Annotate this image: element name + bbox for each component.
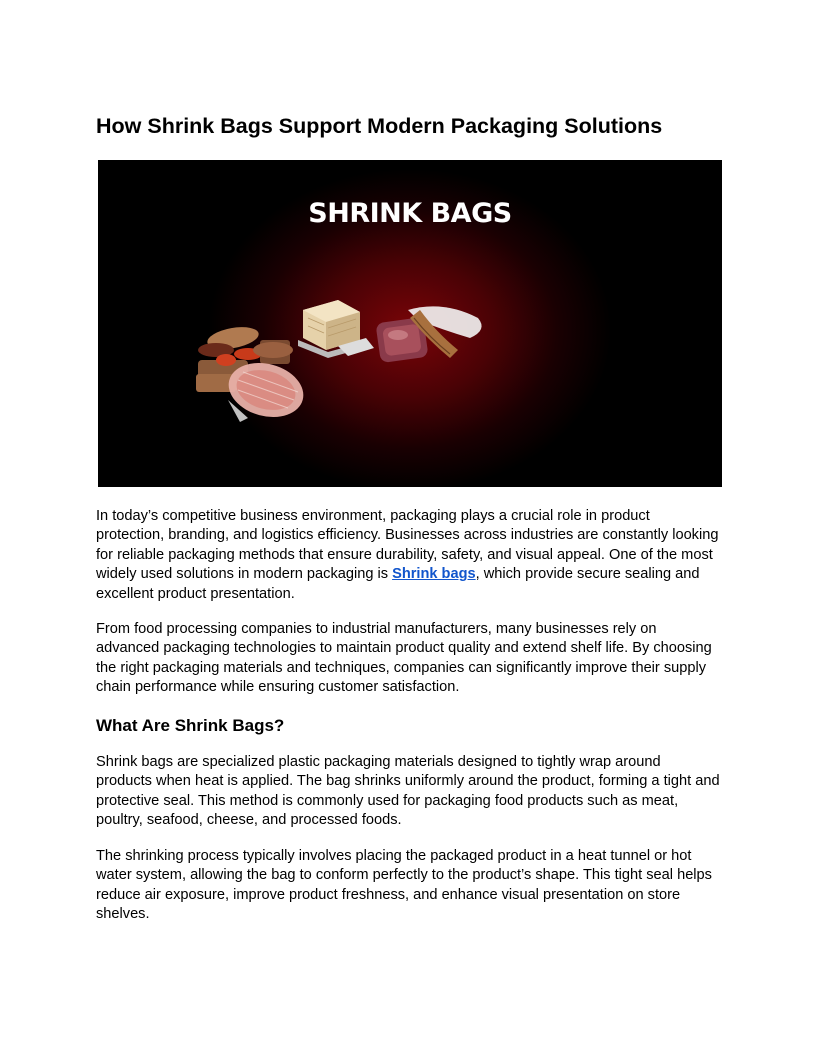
definition-paragraph: Shrink bags are specialized plastic packaging materials designed to tightly wrap around products when heat is applied. The bag shrinks uniformly around the product, forming a tight and protective seal. This method is commonly used for packaging food products such as meat, poultry, seafood, cheese, and processed foods. — [96, 754, 720, 829]
product-illustration — [98, 160, 722, 487]
section-heading: What Are Shrink Bags? — [96, 716, 285, 735]
wrapped-pallet-illustration — [298, 300, 374, 358]
hero-image — [98, 160, 722, 487]
hero-caption: SHRINK BAGS — [308, 198, 512, 229]
intro-text-before-link: In today’s competitive business environment, packaging plays a crucial role in product protection, branding, and logistics efficiency. Businesses across industries are constantly looking for reliable packaging methods that ensure durability, safety, and visual appeal. One of the most widely used solutions in modern packaging is — [96, 508, 719, 583]
shrink-bags-link[interactable]: Shrink bags — [392, 566, 476, 583]
context-paragraph: From food processing companies to industrial manufacturers, many businesses rely on advanced packaging technologies to maintain product quality and extend shelf life. By choosing the right packaging materials and techniques, companies can significantly improve their supply chain performance while ensuring customer satisfaction. — [96, 621, 712, 696]
intro-text-after-link: , which provide secure sealing and excellent product presentation. — [96, 566, 700, 602]
process-paragraph: The shrinking process typically involves placing the packaged product in a heat tunnel or hot water system, allowing the bag to conform perfectly to the product’s shape. This tight seal helps reduce air exposure, improve product freshness, and enhance visual presentation on store shelves. — [96, 848, 712, 923]
intro-paragraph — [96, 507, 720, 604]
page-title: How Shrink Bags Support Modern Packaging Solutions — [96, 114, 663, 138]
